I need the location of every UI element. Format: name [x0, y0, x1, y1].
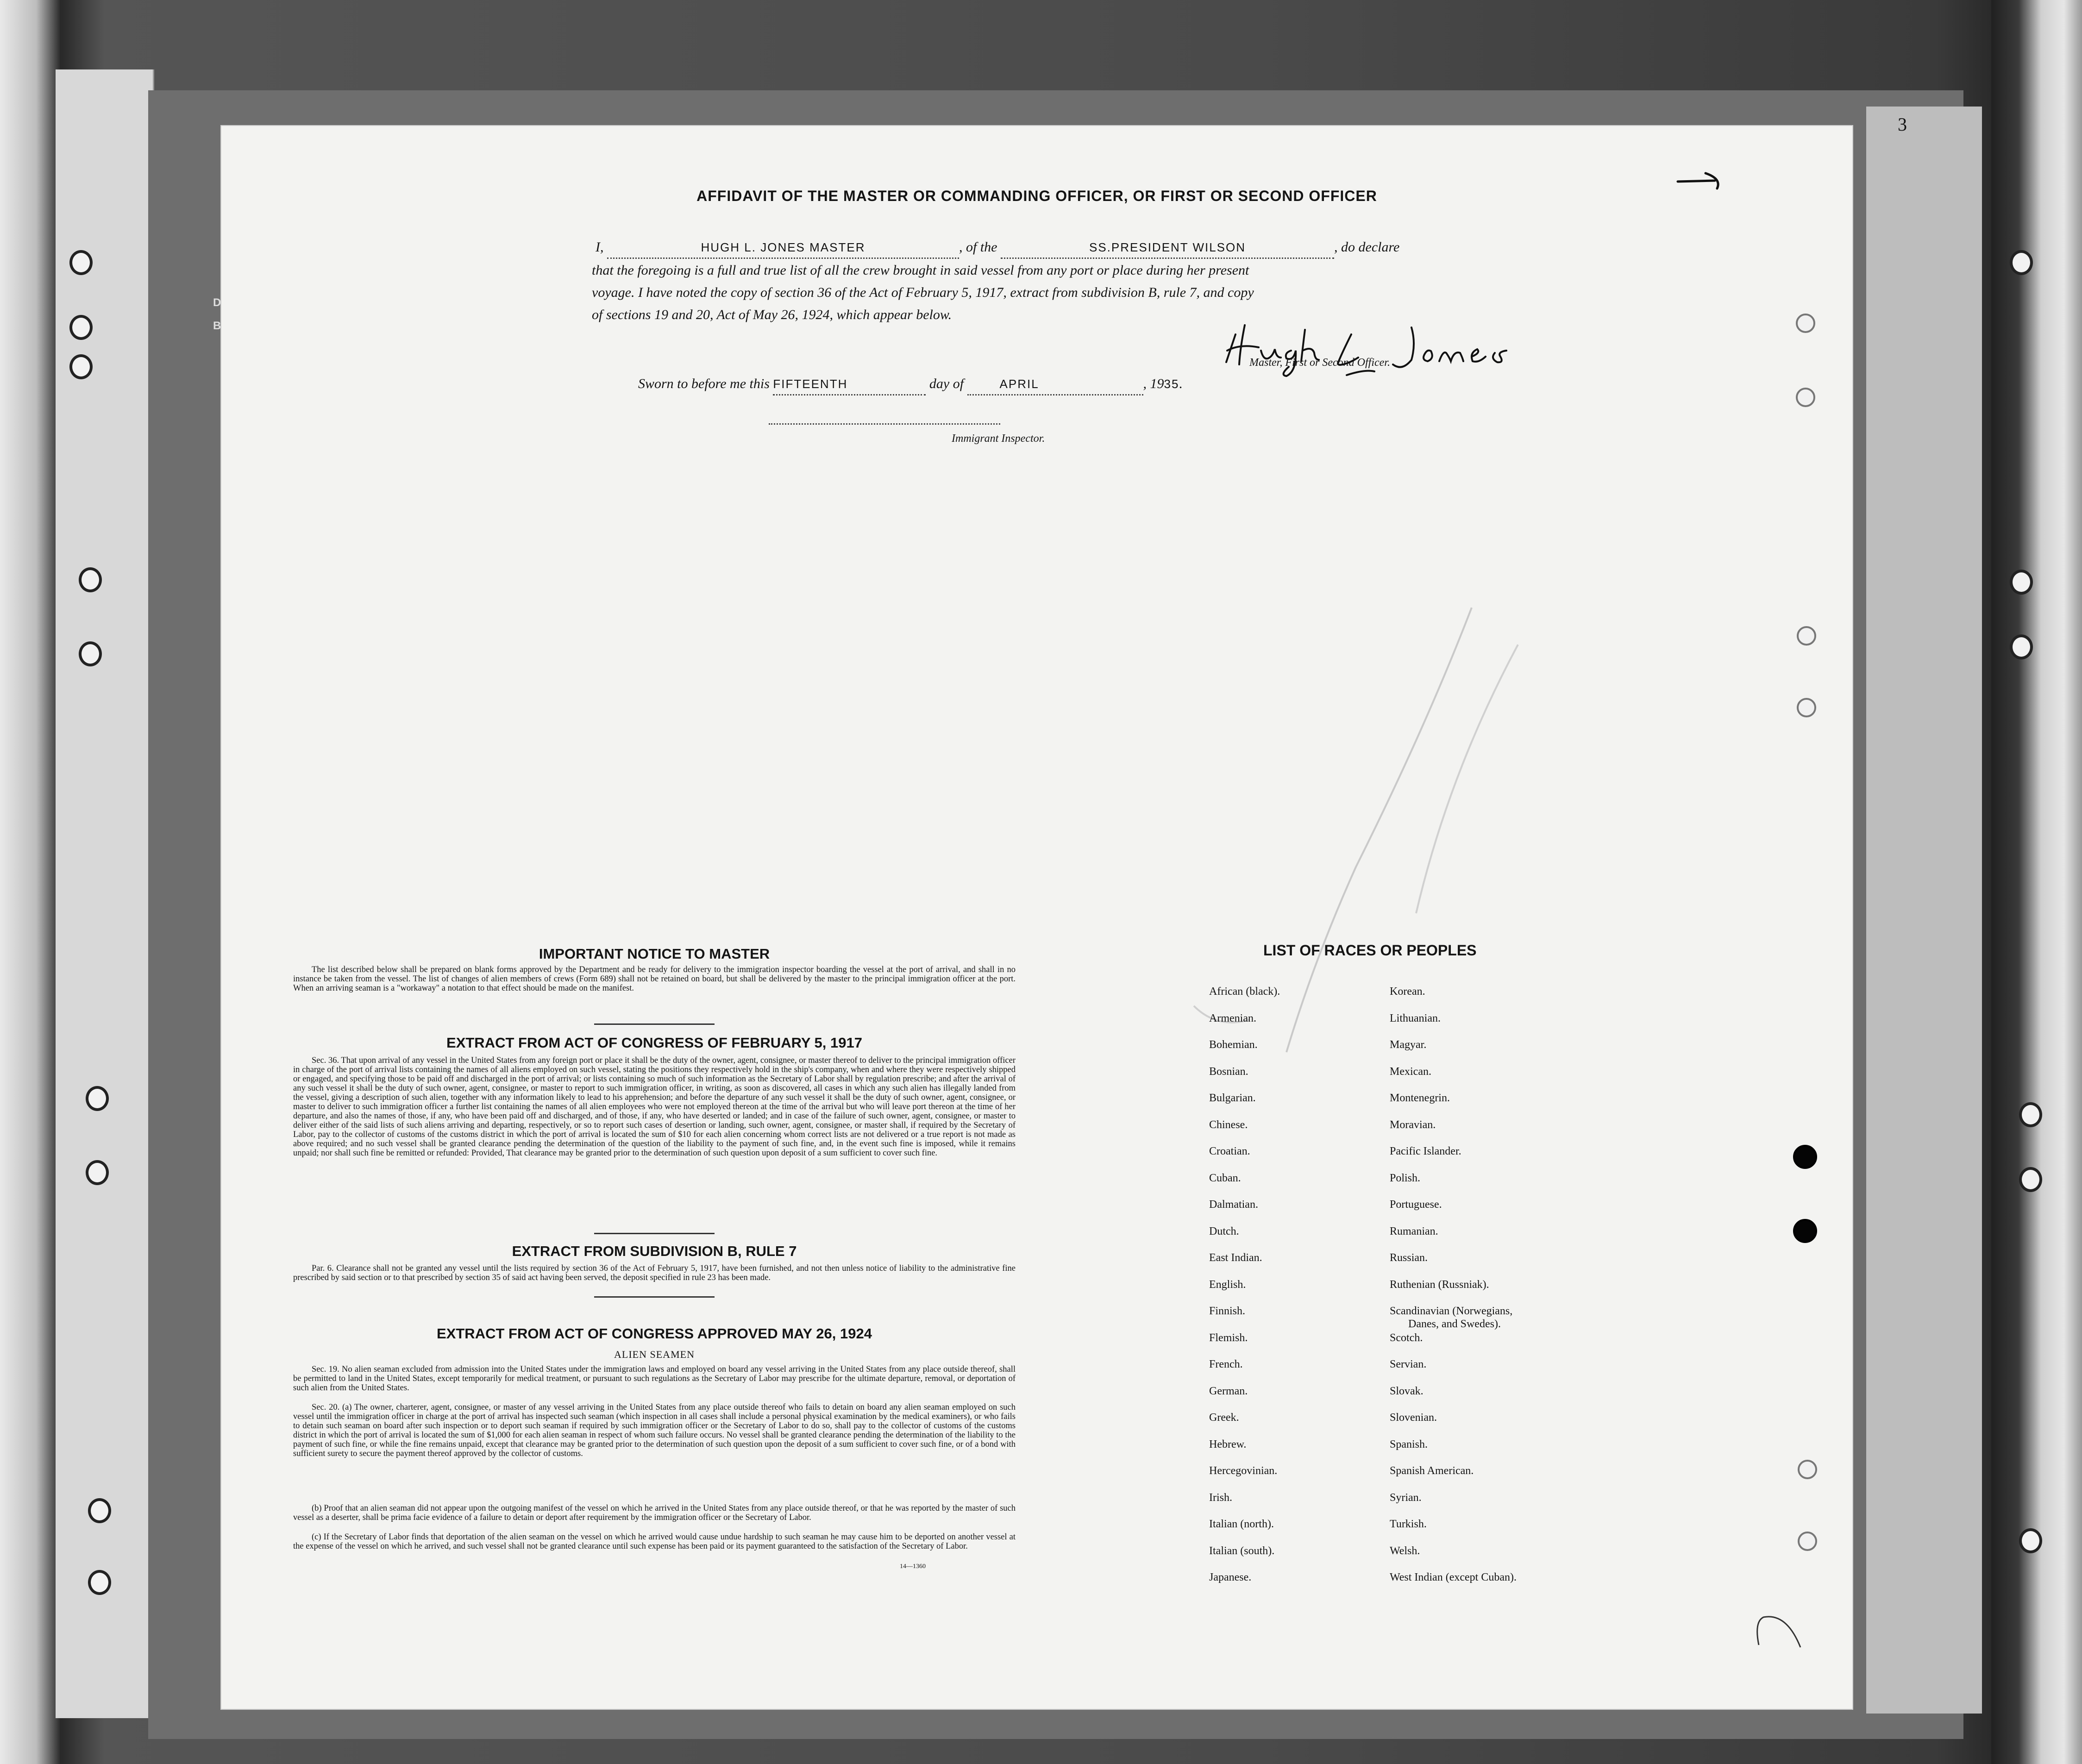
race-item: Dalmatian.	[1209, 1199, 1258, 1211]
binder-hole	[2019, 1167, 2042, 1192]
race-item: Finnish.	[1209, 1305, 1246, 1317]
race-item: West Indian (except Cuban).	[1390, 1571, 1517, 1583]
signature-caption: Master, First or Second Officer.	[1249, 357, 1390, 369]
race-item: Greek.	[1209, 1412, 1239, 1424]
of-the-label: , of the	[959, 239, 997, 255]
affidavit-line-2: that the foregoing is a full and true list of all the crew brought in said vessel from any port or place during her present	[592, 263, 1249, 278]
race-item: Rumanian.	[1390, 1225, 1438, 1237]
binder-edge	[0, 0, 60, 1764]
binder-hole	[88, 1498, 111, 1523]
races-left-column	[1209, 985, 1280, 1598]
race-item: Pacific Islander.	[1390, 1145, 1461, 1157]
races-right-column	[1390, 985, 1517, 1598]
extract-rule7-text: Par. 6. Clearance shall not be granted any vessel until the lists required by section 36 of the Act of February 5, 1917, have been furnished, and not then unless notice of liability to the administrative fine prescribed by said section or to that prescribed by section 35 of said act having been served, the deposit specified in rule 23 has been made.	[293, 1264, 1016, 1282]
sec-20c-text: (c) If the Secretary of Labor finds that deportation of the alien seaman on the vessel on which he arrived would cause undue hardship to such seaman he may cause him to be deported on another vessel at the expense of the vessel on which he arrived, and such vessel shall not be granted clearance until such expense has been paid or its payment guaranteed to the satisfaction of the Secretary of Labor.	[293, 1532, 1016, 1551]
punch-hole	[1796, 388, 1815, 407]
day-of-label: day of	[929, 376, 964, 391]
vessel-name: SS.PRESIDENT WILSON	[1089, 240, 1246, 254]
race-item: Hebrew.	[1209, 1438, 1247, 1450]
margin-letter: D	[213, 296, 221, 309]
race-item: Scotch.	[1390, 1331, 1423, 1344]
sec-20b-text: (b) Proof that an alien seaman did not appear upon the outgoing manifest of the vessel on which he arrived in the United States from any place outside thereof, or that he was reported by the master of such vessel as a deserter, shall be prima facie evidence of a failure to detain or deport after requirement by the immigration officer or the Secretary of Labor.	[293, 1504, 1016, 1522]
race-item: Russian.	[1390, 1252, 1428, 1264]
binder-edge-right	[1991, 0, 2082, 1764]
sec-19-text: Sec. 19. No alien seaman excluded from admission into the United States under the immigration laws and employed on board any vessel arriving in the United States from any place outside thereof, shall be permitted to land in the United States, except temporarily for medical treatment, or pursuant to such regulations as the Secretary of Labor may prescribe for the ultimate departure, removal, or deportation of such alien from the United States.	[293, 1365, 1016, 1393]
do-declare-label: , do declare	[1334, 239, 1400, 255]
binder-hole	[2019, 1528, 2042, 1553]
binder-strip	[56, 69, 154, 1718]
binder-hole	[2010, 250, 2033, 275]
binder-hole	[79, 641, 102, 666]
race-item: Korean.	[1390, 986, 1425, 998]
sec-20a-text: Sec. 20. (a) The owner, charterer, agent, consignee, or master of any vessel arriving in the United States from any place outside thereof who fails to detain on board any alien seaman employed on such vessel until the immigration officer in charge at the port of arrival has inspected such seaman (which inspection in all cases shall include a personal physical examination by the medical examiners), or who fails to detain such seaman on board after such inspection or to deport such seaman if required by such immigration officer or the Secretary of Labor to do so, shall pay to the collector of customs of the customs district in which the port of arrival is located the sum of $1,000 for each alien seaman in respect of whom such failure occurs. No vessel shall be granted clearance pending the determination of the liability to the payment of such fine, or while the fine remains unpaid, except that clearance may be granted prior to the determination of such question upon the deposit of a sum sufficient to cover such fine, or of a bond with sufficient surety to secure the payment thereof approved by the collector of customs.	[293, 1403, 1016, 1458]
notice-text: The list described below shall be prepared on blank forms approved by the Department and be ready for delivery to the immigration inspector boarding the vessel at the port of arrival, and shall in no instance be taken from the vessel. The list of changes of alien members of crews (Form 689) shall not be retained on board, but shall be delivered by the master to the principal immigration officer at the port. When an arriving seaman is a "workaway" a notation to that effect should be made on the manifest.	[293, 965, 1016, 993]
race-item: Hercegovinian.	[1209, 1465, 1278, 1477]
master-name-field	[607, 237, 959, 259]
underlying-page-edge	[1866, 107, 1982, 1714]
corner-number: 3	[1898, 114, 1907, 135]
race-item: English.	[1209, 1278, 1246, 1291]
race-item: Scandinavian (Norwegians,	[1390, 1305, 1513, 1317]
race-item: French.	[1209, 1358, 1243, 1370]
race-item: Armenian.	[1209, 1012, 1256, 1024]
extract-rule7-title: EXTRACT FROM SUBDIVISION B, RULE 7	[512, 1243, 797, 1259]
race-item: Spanish.	[1390, 1438, 1428, 1450]
race-item: East Indian.	[1209, 1252, 1262, 1264]
race-item: Slovak.	[1390, 1385, 1424, 1397]
binder-hole	[86, 1160, 109, 1185]
race-item: Flemish.	[1209, 1331, 1248, 1344]
sworn-prefix: Sworn to before me this	[638, 376, 770, 391]
year-suffix: 35	[1164, 377, 1179, 391]
section-divider	[594, 1233, 715, 1234]
race-item: Portuguese.	[1390, 1199, 1442, 1211]
inspector-signature-line	[769, 423, 1000, 425]
sworn-day: FIFTEENTH	[773, 377, 848, 391]
extract-1917-text: Sec. 36. That upon arrival of any vessel in the United States from any foreign port or place it shall be the duty of the owner, agent, consignee, or master thereof to deliver to the principal immigration officer in charge of the port of arrival lists containing the names of all aliens employed on such vessel, stating the positions they respectively hold in the ship's company, when and where they were respectively shipped or engaged, and specifying those to be paid off and discharged in the port of arrival; or lists containing so much of such information as the Secretary of Labor shall by regulation prescribe; and after the arrival of any such vessel it shall be the duty of such owner, agent, consignee, or master to report to such immigration officer, in writing, as soon as discovered, all cases in which any such alien has illegally landed from the vessel, giving a description of such alien, together with any information likely to lead to his apprehension; and before the departure of any such vessel it shall be the duty of such owner, agent, consignee, or master to deliver to such immigration officer a further list containing the names of all alien employees who were not employed thereon at the time of the arrival but who will leave port thereon at the time of her departure, and also the names of those, if any, who have been paid off and discharged, and of those, if any, who have deserted or landed; and in case of the failure of such owner, agent, consignee, or master to deliver either of the said lists of such aliens arriving and departing, respectively, or so to report such cases of desertion or landing, such owner, agent, consignee, or master shall, if required by the Secretary of Labor, pay to the collector of customs of the customs district in which the port of arrival is located the sum of $10 for each alien concerning whom correct lists are not delivered or a true report is not made as above required; and no such vessel shall be granted clearance pending the determination of the question of the liability to the payment of such fine, and, in the event such fine is imposed, while it remains unpaid; nor shall such fine be remitted or refunded: Provided, That clearance may be granted prior to the determination of such question upon deposit of a sum sufficient to cover such fine.	[293, 1056, 1016, 1158]
race-item: Moravian.	[1390, 1118, 1436, 1131]
race-item: Bosnian.	[1209, 1065, 1248, 1078]
year-prefix: , 19	[1143, 376, 1164, 391]
punch-hole	[1796, 314, 1815, 333]
sworn-line: Sworn to before me this FIFTEENTH day of APRIL , 1935.	[638, 374, 1183, 395]
race-item: Spanish American.	[1390, 1465, 1474, 1477]
section-divider	[594, 1023, 715, 1025]
binder-hole	[69, 354, 93, 379]
vessel-name-field	[1001, 237, 1334, 259]
race-item: Bulgarian.	[1209, 1092, 1256, 1104]
extract-1924-title: EXTRACT FROM ACT OF CONGRESS APPROVED MAY 26, 1924	[437, 1325, 872, 1342]
race-item: Japanese.	[1209, 1571, 1252, 1583]
races-title: LIST OF RACES OR PEOPLES	[1263, 942, 1477, 959]
race-item: Lithuanian.	[1390, 1012, 1441, 1024]
sworn-month-field	[967, 374, 1143, 395]
race-item: African (black).	[1209, 986, 1280, 998]
binder-hole	[88, 1570, 111, 1595]
extract-1917-title: EXTRACT FROM ACT OF CONGRESS OF FEBRUARY 5, 1917	[446, 1035, 862, 1051]
binder-hole	[69, 315, 93, 340]
punch-hole	[1793, 1219, 1817, 1243]
sworn-month: APRIL	[999, 377, 1039, 391]
master-signature	[1217, 307, 1550, 381]
sworn-day-field	[773, 374, 926, 395]
affidavit-line-3: voyage. I have noted the copy of section 36 of the Act of February 5, 1917, extract from subdivision B, rule 7, and copy	[592, 285, 1254, 300]
binder-hole	[2010, 634, 2033, 659]
race-item: Welsh.	[1390, 1544, 1420, 1557]
race-item: Dutch.	[1209, 1225, 1239, 1237]
race-item: Italian (south).	[1209, 1544, 1275, 1557]
binder-hole	[79, 567, 102, 592]
race-item: Slovenian.	[1390, 1412, 1437, 1424]
punch-hole	[1797, 626, 1816, 646]
affidavit-page	[221, 126, 1852, 1709]
affidavit-line-1	[596, 237, 1399, 259]
race-item: Servian.	[1390, 1358, 1427, 1370]
race-item: Mexican.	[1390, 1065, 1431, 1078]
punch-hole	[1798, 1532, 1817, 1551]
pencil-mark	[1750, 1603, 1814, 1654]
inspector-caption: Immigrant Inspector.	[952, 433, 1045, 445]
i-label: I,	[596, 239, 604, 255]
race-item: Ruthenian (Russniak).	[1390, 1278, 1489, 1291]
master-name: HUGH L. JONES MASTER	[701, 240, 865, 254]
race-item: Syrian.	[1390, 1491, 1422, 1504]
affidavit-line-4: of sections 19 and 20, Act of May 26, 1924, which appear below.	[592, 307, 952, 322]
race-item: Croatian.	[1209, 1145, 1250, 1157]
race-item: Montenegrin.	[1390, 1092, 1450, 1104]
binder-hole	[86, 1086, 109, 1111]
punch-hole	[1797, 698, 1816, 717]
alien-seamen-subtitle: ALIEN SEAMEN	[614, 1349, 695, 1360]
race-item: Italian (north).	[1209, 1518, 1274, 1530]
form-number: 14—1360	[900, 1563, 926, 1570]
notice-title: IMPORTANT NOTICE TO MASTER	[539, 946, 770, 962]
pencil-marks	[1055, 589, 1611, 1099]
section-divider	[594, 1296, 715, 1298]
punch-hole	[1798, 1460, 1817, 1479]
binder-hole	[2010, 570, 2033, 595]
binder-hole	[2019, 1102, 2042, 1127]
race-item: Irish.	[1209, 1491, 1232, 1504]
race-item: Chinese.	[1209, 1118, 1248, 1131]
affidavit-title: AFFIDAVIT OF THE MASTER OR COMMANDING OFFICER, OR FIRST OR SECOND OFFICER	[696, 188, 1377, 204]
race-item: Polish.	[1390, 1172, 1421, 1184]
margin-letter: B	[213, 320, 221, 332]
race-item: Danes, and Swedes).	[1408, 1318, 1501, 1330]
race-item: Turkish.	[1390, 1518, 1427, 1530]
race-item: Bohemian.	[1209, 1039, 1258, 1051]
punch-hole	[1793, 1145, 1817, 1169]
binder-hole	[69, 250, 93, 275]
race-item: German.	[1209, 1385, 1248, 1397]
race-item: Cuban.	[1209, 1172, 1241, 1184]
race-item: Magyar.	[1390, 1039, 1427, 1051]
